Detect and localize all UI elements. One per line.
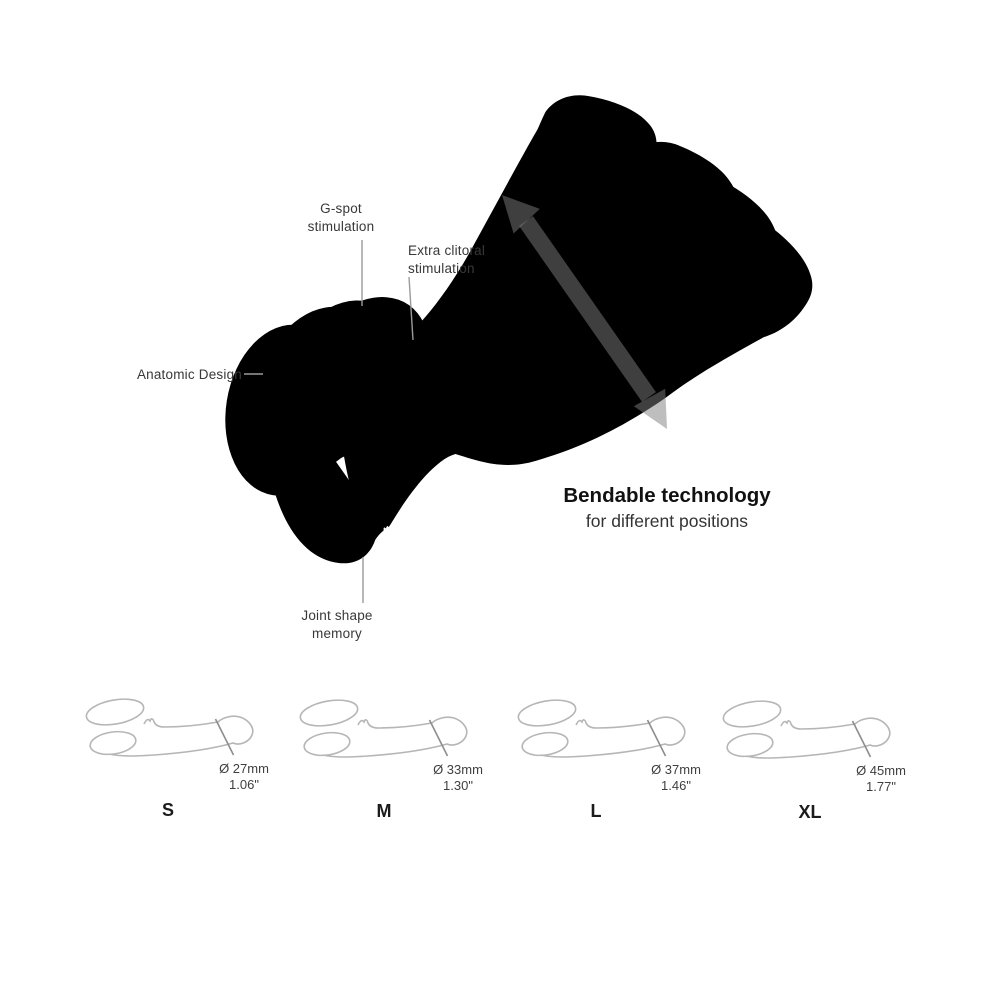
caption-title: Bendable technology	[563, 484, 771, 507]
caption-subtitle: for different positions	[585, 511, 749, 531]
size-outline-drawing	[719, 699, 899, 763]
diameter-measure-line	[853, 721, 871, 757]
size-measurement: Ø 45mm 1.77"	[856, 763, 906, 794]
size-letter: XL	[798, 802, 822, 822]
diameter-measure-line	[430, 720, 448, 756]
size-measurement: Ø 33mm 1.30"	[433, 762, 483, 793]
size-letter: S	[161, 800, 174, 820]
label-anatomic-design: Anatomic Design	[136, 367, 242, 382]
size-measurement: Ø 37mm 1.46"	[651, 762, 701, 793]
size-outline-drawing	[82, 697, 262, 761]
diameter-measure-line	[216, 719, 234, 755]
label-joint-shape-memory: Joint shape memory	[301, 608, 373, 641]
size-letter: L	[590, 801, 602, 821]
label-extra-clitoral-stimulation: Extra clitoral stimulation	[408, 243, 486, 276]
size-letter: M	[376, 801, 392, 821]
bendable-caption	[546, 484, 788, 532]
size-outline-drawing	[296, 698, 476, 762]
label-gspot-stimulation: G-spot stimulation	[307, 201, 375, 234]
size-measurement: Ø 27mm 1.06"	[219, 761, 269, 792]
size-outline-drawing	[514, 698, 694, 762]
diameter-measure-line	[648, 720, 666, 756]
